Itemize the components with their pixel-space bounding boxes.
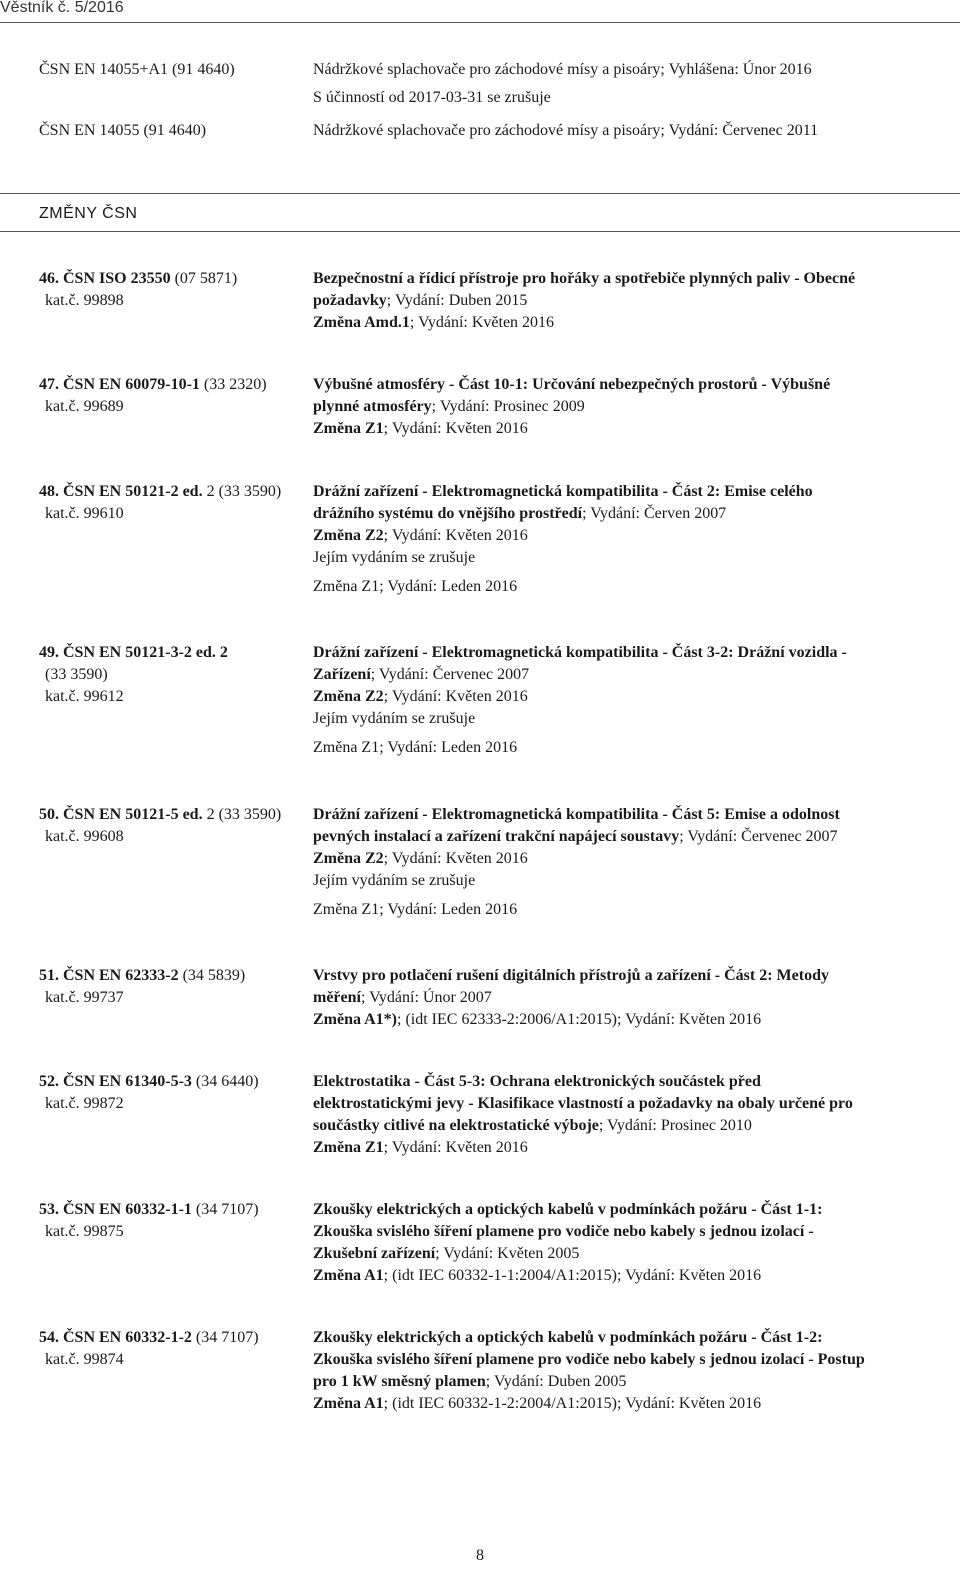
catalog-number: kat.č. 99898: [45, 292, 124, 309]
section-rule-top: [0, 193, 960, 194]
title-line: Drážní zařízení - Elektromagnetická kompatibilita - Část 3-2: Drážní vozidla -: [313, 644, 847, 661]
amendment-info: ; Vydání: Květen 2016: [383, 527, 528, 544]
amendment-label: Změna A1: [313, 1267, 384, 1284]
edition: ; Vydání: Červenec 2007: [370, 666, 530, 683]
amendment-label: Změna Z2: [313, 850, 384, 867]
amendment-info: ; Vydání: Květen 2016: [383, 688, 528, 705]
amendment-label: Změna Z1: [313, 420, 384, 437]
title-line: pro 1 kW směsný plamen: [313, 1373, 486, 1390]
entry-id: [39, 965, 309, 1009]
entry-number: 51.: [39, 967, 59, 984]
cancelled-amendment: Změna Z1; Vydání: Leden 2016: [313, 901, 518, 918]
amendment-label: Změna A1*): [313, 1011, 397, 1028]
entry-id: [39, 804, 309, 848]
entry-number: 48.: [39, 483, 59, 500]
edition: ; Vydání: Prosinec 2009: [431, 398, 585, 415]
title-line: měření: [313, 989, 361, 1006]
standard-code: ČSN EN 50121-5 ed.: [63, 806, 203, 823]
title-line: Výbušné atmosféry - Část 10-1: Určování nebezpečných prostorů - Výbušné: [313, 376, 831, 393]
entry-number: 47.: [39, 376, 59, 393]
entry-number: 54.: [39, 1329, 59, 1346]
title-line: Zkoušky elektrických a optických kabelů v podmínkách požáru - Část 1-2:: [313, 1329, 823, 1346]
entry-id: [39, 268, 309, 312]
standard-code: ČSN ISO 23550: [63, 270, 171, 287]
amendment-label: Změna Amd.1: [313, 314, 410, 331]
withdrawn-text-1: Nádržkové splachovače pro záchodové mísy a pisoáry; Vyhlášena: Únor 2016: [313, 61, 812, 78]
edition: ; Vydání: Duben 2015: [386, 292, 528, 309]
catalog-number: kat.č. 99689: [45, 398, 124, 415]
classification: (33 2320): [203, 376, 267, 393]
title-line: Zkouška svislého šíření plamene pro vodiče nebo kabely s jednou izolací - Postup: [313, 1351, 865, 1368]
entry-content: [313, 1071, 953, 1159]
catalog-number: kat.č. 99608: [45, 828, 124, 845]
catalog-number: kat.č. 99875: [45, 1223, 124, 1240]
title-line: Drážní zařízení - Elektromagnetická kompatibilita - Část 2: Emise celého: [313, 483, 813, 500]
standard-code: ČSN EN 60332-1-2: [63, 1329, 192, 1346]
title-line: Drážní zařízení - Elektromagnetická kompatibilita - Část 5: Emise a odolnost: [313, 806, 840, 823]
page-number: 8: [476, 1547, 484, 1564]
title-line: Zkouška svislého šíření plamene pro vodiče nebo kabely s jednou izolací -: [313, 1223, 814, 1240]
cancels-intro: Jejím vydáním se zrušuje: [313, 549, 476, 566]
classification: (34 7107): [195, 1201, 259, 1218]
title-line: plynné atmosféry: [313, 398, 432, 415]
edition: ; Vydání: Únor 2007: [360, 989, 492, 1006]
entry-id: [39, 642, 309, 708]
cancels-intro: Jejím vydáním se zrušuje: [313, 872, 476, 889]
catalog-number: kat.č. 99612: [45, 688, 124, 705]
edition: ; Vydání: Červen 2007: [582, 505, 727, 522]
classification: (34 6440): [195, 1073, 259, 1090]
withdrawn-code-3: ČSN EN 14055 (91 4640): [39, 122, 207, 139]
amendment-info: ; Vydání: Květen 2016: [409, 314, 555, 331]
edition: ; Vydání: Duben 2005: [485, 1373, 627, 1390]
section-rule-bottom: [0, 231, 960, 232]
title-line: pevných instalací a zařízení trakční napájecí soustavy: [313, 828, 680, 845]
entry-number: 49.: [39, 644, 59, 661]
header-rule: [0, 22, 960, 23]
entry-content: [313, 804, 953, 921]
amendment-info: ; (idt IEC 62333-2:2006/A1:2015); Vydání: Květen 2016: [397, 1011, 762, 1028]
amendment-label: Změna Z2: [313, 527, 384, 544]
entry-content: [313, 1327, 953, 1415]
cancelled-amendment: Změna Z1; Vydání: Leden 2016: [313, 739, 518, 756]
entry-id: [39, 481, 309, 525]
edition: ; Vydání: Prosinec 2010: [598, 1117, 752, 1134]
section-title: ZMĚNY ČSN: [39, 205, 138, 222]
standard-code: ČSN EN 60332-1-1: [63, 1201, 192, 1218]
standard-code: ČSN EN 62333-2: [63, 967, 179, 984]
edition: ; Vydání: Květen 2005: [435, 1245, 580, 1262]
standard-code: ČSN EN 60079-10-1: [63, 376, 200, 393]
amendment-info: ; (idt IEC 60332-1-2:2004/A1:2015); Vydání: Květen 2016: [383, 1395, 762, 1412]
entry-number: 50.: [39, 806, 59, 823]
amendment-info: ; Vydání: Květen 2016: [383, 850, 528, 867]
title-line: drážního systému do vnějšího prostředí: [313, 505, 583, 522]
title-line: Zařízení: [313, 666, 371, 683]
catalog-number: kat.č. 99737: [45, 989, 124, 1006]
title-line: Zkoušky elektrických a optických kabelů v podmínkách požáru - Část 1-1:: [313, 1201, 823, 1218]
amendment-label: Změna A1: [313, 1395, 384, 1412]
title-line: Elektrostatika - Část 5-3: Ochrana elektronických součástek před: [313, 1073, 761, 1090]
amendment-label: Změna Z2: [313, 688, 384, 705]
classification: (34 7107): [195, 1329, 259, 1346]
entry-id: [39, 374, 309, 418]
classification: (33 3590): [45, 666, 108, 683]
classification: 2 (33 3590): [206, 806, 282, 823]
classification: 2 (33 3590): [206, 483, 282, 500]
entry-id: [39, 1071, 309, 1115]
entry-content: [313, 268, 953, 334]
edition: ; Vydání: Červenec 2007: [679, 828, 838, 845]
cancels-intro: Jejím vydáním se zrušuje: [313, 710, 476, 727]
entry-content: [313, 642, 953, 759]
title-line: požadavky: [313, 292, 387, 309]
title-line: elektrostatickými jevy - Klasifikace vlastností a požadavky na obaly určené pro: [313, 1095, 853, 1112]
title-line: součástky citlivé na elektrostatické výboje: [313, 1117, 599, 1134]
entry-number: 53.: [39, 1201, 59, 1218]
standard-code: ČSN EN 61340-5-3: [63, 1073, 192, 1090]
entry-content: [313, 1199, 953, 1287]
entry-number: 52.: [39, 1073, 59, 1090]
standard-code: ČSN EN 50121-2 ed.: [63, 483, 203, 500]
withdrawn-text-2: S účinností od 2017-03-31 se zrušuje: [313, 89, 551, 106]
title-line: Bezpečnostní a řídicí přístroje pro hořáky a spotřebiče plynných paliv - Obecné: [313, 270, 856, 287]
entry-id: [39, 1199, 309, 1243]
entry-content: [313, 481, 953, 598]
entry-content: [313, 374, 953, 440]
classification: (07 5871): [174, 270, 238, 287]
classification: (34 5839): [182, 967, 246, 984]
journal-header: Věstník č. 5/2016: [0, 0, 124, 16]
entry-content: [313, 965, 953, 1031]
amendment-info: ; Vydání: Květen 2016: [383, 1139, 528, 1156]
title-line: Vrstvy pro potlačení rušení digitálních přístrojů a zařízení - Část 2: Metody: [313, 967, 829, 984]
amendment-label: Změna Z1: [313, 1139, 384, 1156]
withdrawn-code-1: ČSN EN 14055+A1 (91 4640): [39, 61, 235, 78]
catalog-number: kat.č. 99610: [45, 505, 124, 522]
cancelled-amendment: Změna Z1; Vydání: Leden 2016: [313, 578, 518, 595]
entry-number: 46.: [39, 270, 59, 287]
amendment-info: ; (idt IEC 60332-1-1:2004/A1:2015); Vydání: Květen 2016: [383, 1267, 762, 1284]
catalog-number: kat.č. 99874: [45, 1351, 124, 1368]
withdrawn-text-3: Nádržkové splachovače pro záchodové mísy a pisoáry; Vydání: Červenec 2011: [313, 122, 819, 139]
amendment-info: ; Vydání: Květen 2016: [383, 420, 528, 437]
standard-code: ČSN EN 50121-3-2 ed. 2: [63, 644, 228, 661]
entry-id: [39, 1327, 309, 1371]
title-line: Zkušební zařízení: [313, 1245, 436, 1262]
catalog-number: kat.č. 99872: [45, 1095, 124, 1112]
